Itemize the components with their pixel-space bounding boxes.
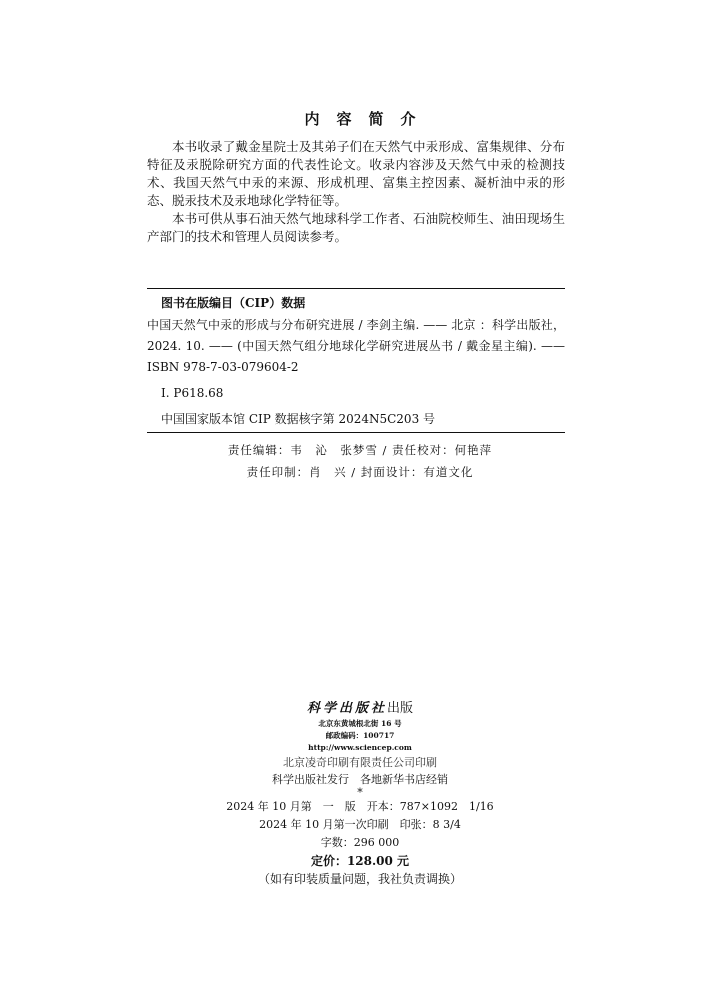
distribution-info: 科学出版社发行 各地新华书店经销 bbox=[272, 773, 448, 786]
quality-notice: （如有印装质量问题，我社负责调换） bbox=[257, 872, 462, 886]
publisher-postcode: 邮政编码：100717 bbox=[325, 731, 395, 740]
price: 定价：128.00 元 bbox=[310, 854, 410, 868]
cip-data-block bbox=[147, 288, 565, 433]
summary-paragraph: 本书收录了戴金星院士及其弟子们在天然气中汞形成、富集规律、分布特征及汞脱除研究方面的代表性论文。收录内容涉及天然气中汞的检测技术、我国天然气中汞的来源、形成机理、富集主控因素、凝析油中汞的形态、脱汞技术及汞地球化学特征等。 bbox=[147, 139, 565, 208]
publisher-logo-text: 科学出版社 bbox=[306, 701, 387, 716]
cip-record-number: 中国国家版本馆 CIP 数据核字第 2024N5C203 号 bbox=[161, 412, 436, 426]
production-credits: 责任印制：肖 兴 / 封面设计：有道文化 bbox=[246, 465, 474, 479]
summary-title: 内容简介 bbox=[304, 110, 433, 128]
word-count: 字数：296 000 bbox=[320, 836, 400, 849]
summary-section bbox=[147, 138, 565, 246]
publisher-url: http://www.sciencep.com bbox=[308, 743, 412, 752]
cip-heading: 图书在版编目（CIP）数据 bbox=[161, 296, 306, 310]
cip-classification: Ⅰ. P618.68 bbox=[161, 386, 224, 400]
publisher-colophon bbox=[0, 700, 720, 888]
publisher-address: 北京东黄城根北街 16 号 bbox=[318, 719, 402, 728]
editor-credits: 责任编辑：韦 沁 张梦雪 / 责任校对：何艳萍 bbox=[227, 443, 493, 457]
summary-paragraph: 本书可供从事石油天然气地球科学工作者、石油院校师生、油田现场生产部门的技术和管理人员阅读参考。 bbox=[147, 211, 565, 244]
publisher-suffix: 出版 bbox=[387, 701, 414, 716]
edition-info: 2024 年 10 月第 一 版 开本：787×1092 1/16 bbox=[226, 800, 494, 813]
printing-info: 2024 年 10 月第一次印刷 印张：8 3/4 bbox=[259, 818, 461, 831]
printer-info: 北京凌奇印刷有限责任公司印刷 bbox=[283, 756, 437, 769]
separator-star: * bbox=[357, 786, 363, 799]
cip-record: 中国天然气中汞的形成与分布研究进展 / 李剑主编. —— 北京 ：科学出版社，2024. 10. —— (中国天然气组分地球化学研究进展丛书 / 戴金星主编). —— ISBN 978-7-03-079604-2 bbox=[147, 318, 565, 374]
publisher-name bbox=[0, 700, 720, 718]
